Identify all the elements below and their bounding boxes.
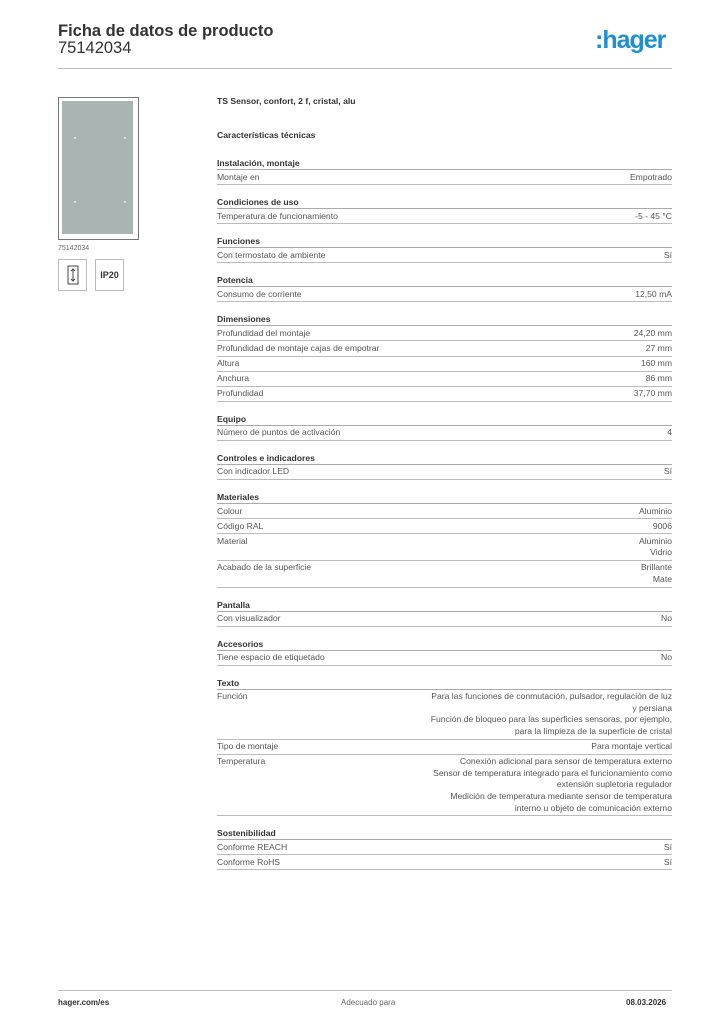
sensor-panel xyxy=(62,101,133,234)
spec-label: Temperatura xyxy=(217,756,266,767)
section-title: Instalación, montaje xyxy=(217,156,672,170)
spec-row xyxy=(217,465,672,480)
spec-value-line: Medición de temperatura mediante sensor de temperatura xyxy=(450,791,672,802)
spec-value xyxy=(653,521,672,533)
spec-label: Temperatura de funcionamiento xyxy=(217,210,338,221)
spec-row xyxy=(217,426,672,441)
section-title: Funciones xyxy=(217,234,672,248)
spec-value-line: -5 - 45 °C xyxy=(635,210,672,221)
spec-value-line: Para las funciones de conmutación, pulsador, regulación de luz xyxy=(431,691,672,702)
header-divider xyxy=(58,68,672,69)
spec-value-line: Función de bloqueo para las superficies sensoras, por ejemplo, xyxy=(430,714,672,725)
spec-value-line: 9006 xyxy=(652,520,672,531)
spec-label: Código RAL xyxy=(217,520,264,531)
spec-row xyxy=(217,372,672,387)
ip-rating-badge: IP20 xyxy=(95,259,124,291)
spec-section xyxy=(217,234,672,263)
spec-label: Tipo de montaje xyxy=(217,741,279,752)
spec-value-line: 4 xyxy=(667,427,672,438)
section-title: Condiciones de uso xyxy=(217,195,672,209)
tech-title: Características técnicas xyxy=(217,130,316,140)
spec-value xyxy=(431,691,672,737)
spec-value-line: Aluminio xyxy=(639,505,672,516)
spec-value xyxy=(646,343,672,355)
spec-value-line: Mate xyxy=(652,574,672,584)
spec-value xyxy=(433,756,672,814)
spec-value xyxy=(646,373,672,385)
spec-value-line: No xyxy=(661,652,672,663)
spec-section xyxy=(217,195,672,224)
spec-row xyxy=(217,519,672,534)
spec-row xyxy=(217,561,672,588)
product-number: 75142034 xyxy=(58,39,132,57)
footer-website-link[interactable]: hager.com/es xyxy=(58,998,110,1007)
spec-label: Con visualizador xyxy=(217,613,281,624)
spec-value xyxy=(667,427,672,439)
product-name: TS Sensor, confort, 2 f, cristal, alu xyxy=(217,96,356,106)
spec-sheet xyxy=(217,96,672,870)
spec-value-line: para la limpieza de la superficie de cristal xyxy=(514,726,672,737)
spec-label: Material xyxy=(217,535,248,546)
spec-row xyxy=(217,504,672,519)
spec-row xyxy=(217,248,672,263)
spec-value xyxy=(661,652,672,664)
spec-value xyxy=(641,358,672,370)
spec-value-line: No xyxy=(661,613,672,624)
spec-section xyxy=(217,273,672,302)
spec-section xyxy=(217,451,672,480)
footer-date: 08.03.2026 xyxy=(626,998,667,1007)
spec-value xyxy=(641,562,672,585)
spec-value xyxy=(635,289,672,301)
spec-row xyxy=(217,755,672,816)
spec-value-line: Brillante xyxy=(640,562,672,573)
spec-value xyxy=(630,172,672,184)
section-title: Materiales xyxy=(217,490,672,504)
spec-section xyxy=(217,490,672,588)
spec-row xyxy=(217,170,672,185)
section-title: Sostenibilidad xyxy=(217,826,672,840)
spec-row xyxy=(217,357,672,372)
spec-label: Conforme RoHS xyxy=(217,856,281,867)
spec-value xyxy=(661,613,672,625)
spec-value-line: Vidrio xyxy=(650,547,672,558)
section-title: Controles e indicadores xyxy=(217,451,672,465)
section-title: Dimensiones xyxy=(217,312,672,326)
spec-value-line: Para montaje vertical xyxy=(591,741,672,752)
sensor-dot xyxy=(74,201,76,203)
spec-value-line: extensión supletoria regulador xyxy=(556,779,672,790)
spec-value xyxy=(635,211,672,223)
mounting-icon xyxy=(58,259,87,291)
spec-value xyxy=(664,250,672,262)
spec-row xyxy=(217,840,672,855)
spec-value-line: Empotrado xyxy=(629,171,672,182)
spec-label: Anchura xyxy=(217,373,250,384)
spec-value-line: Sí xyxy=(663,856,672,867)
spec-value-line: y persiana xyxy=(632,702,672,713)
spec-row xyxy=(217,326,672,341)
spec-value-line: 37,70 mm xyxy=(633,388,672,399)
hager-logo: :hager xyxy=(595,26,666,54)
spec-label: Con indicador LED xyxy=(217,466,290,477)
spec-value-line: 86 mm xyxy=(645,373,672,384)
spec-value-line: Conexión adicional para sensor de temperatura externo xyxy=(459,756,672,767)
spec-value xyxy=(664,466,672,478)
spec-value-line: 160 mm xyxy=(640,358,672,369)
spec-row xyxy=(217,287,672,302)
spec-label: Altura xyxy=(217,358,240,369)
spec-label: Profundidad de montaje cajas de empotrar xyxy=(217,342,380,353)
spec-row xyxy=(217,740,672,755)
spec-label: Profundidad del montaje xyxy=(217,327,311,338)
product-image xyxy=(58,97,139,240)
spec-value xyxy=(634,388,672,400)
section-title: Pantalla xyxy=(217,598,672,612)
spec-label: Montaje en xyxy=(217,171,260,182)
spec-value xyxy=(639,536,672,559)
spec-value-line: Sí xyxy=(663,466,672,477)
page-title: Ficha de datos de producto xyxy=(58,22,274,40)
spec-value-line: 24,20 mm xyxy=(633,327,672,338)
spec-label: Colour xyxy=(217,505,243,516)
spec-value-line: Sí xyxy=(663,841,672,852)
spec-row xyxy=(217,209,672,224)
spec-value-line: 12,50 mA xyxy=(635,288,672,299)
section-title: Accesorios xyxy=(217,637,672,651)
spec-row xyxy=(217,612,672,627)
spec-row xyxy=(217,651,672,666)
spec-value-line: Sensor de temperatura integrado para el funcionamiento como xyxy=(433,767,672,778)
spec-value xyxy=(639,506,672,518)
sensor-dot xyxy=(124,201,126,203)
footer-center: Adecuado para xyxy=(341,998,396,1007)
section-title: Equipo xyxy=(217,412,672,426)
spec-section xyxy=(217,312,672,401)
spec-label: Función xyxy=(217,691,248,702)
footer-divider xyxy=(58,990,672,991)
section-title: Potencia xyxy=(217,273,672,287)
spec-value-line: Sí xyxy=(663,249,672,260)
spec-row xyxy=(217,855,672,870)
spec-value xyxy=(664,857,672,869)
spec-value-line: Aluminio xyxy=(639,535,672,546)
sensor-dot xyxy=(74,137,76,139)
spec-value xyxy=(591,741,672,753)
spec-label: Con termostato de ambiente xyxy=(217,249,326,260)
spec-row xyxy=(217,341,672,356)
spec-value xyxy=(664,842,672,854)
spec-section xyxy=(217,156,672,185)
spec-label: Acabado de la superficie xyxy=(217,562,312,573)
spec-row xyxy=(217,690,672,740)
sensor-dot xyxy=(124,137,126,139)
spec-value xyxy=(634,328,672,340)
image-caption: 75142034 xyxy=(58,245,90,252)
spec-value-line: 27 mm xyxy=(645,342,672,353)
spec-label: Conforme REACH xyxy=(217,841,288,852)
spec-row xyxy=(217,534,672,561)
spec-section xyxy=(217,676,672,816)
spec-label: Tiene espacio de etiquetado xyxy=(217,652,325,663)
spec-section xyxy=(217,412,672,441)
spec-section xyxy=(217,598,672,627)
spec-section xyxy=(217,637,672,666)
spec-section xyxy=(217,826,672,870)
spec-value-line: interno u objeto de comunicación externo xyxy=(514,802,672,813)
spec-label: Número de puntos de activación xyxy=(217,427,341,438)
spec-row xyxy=(217,387,672,402)
spec-label: Profundidad xyxy=(217,388,264,399)
section-title: Texto xyxy=(217,676,672,690)
spec-label: Consumo de corriente xyxy=(217,288,302,299)
